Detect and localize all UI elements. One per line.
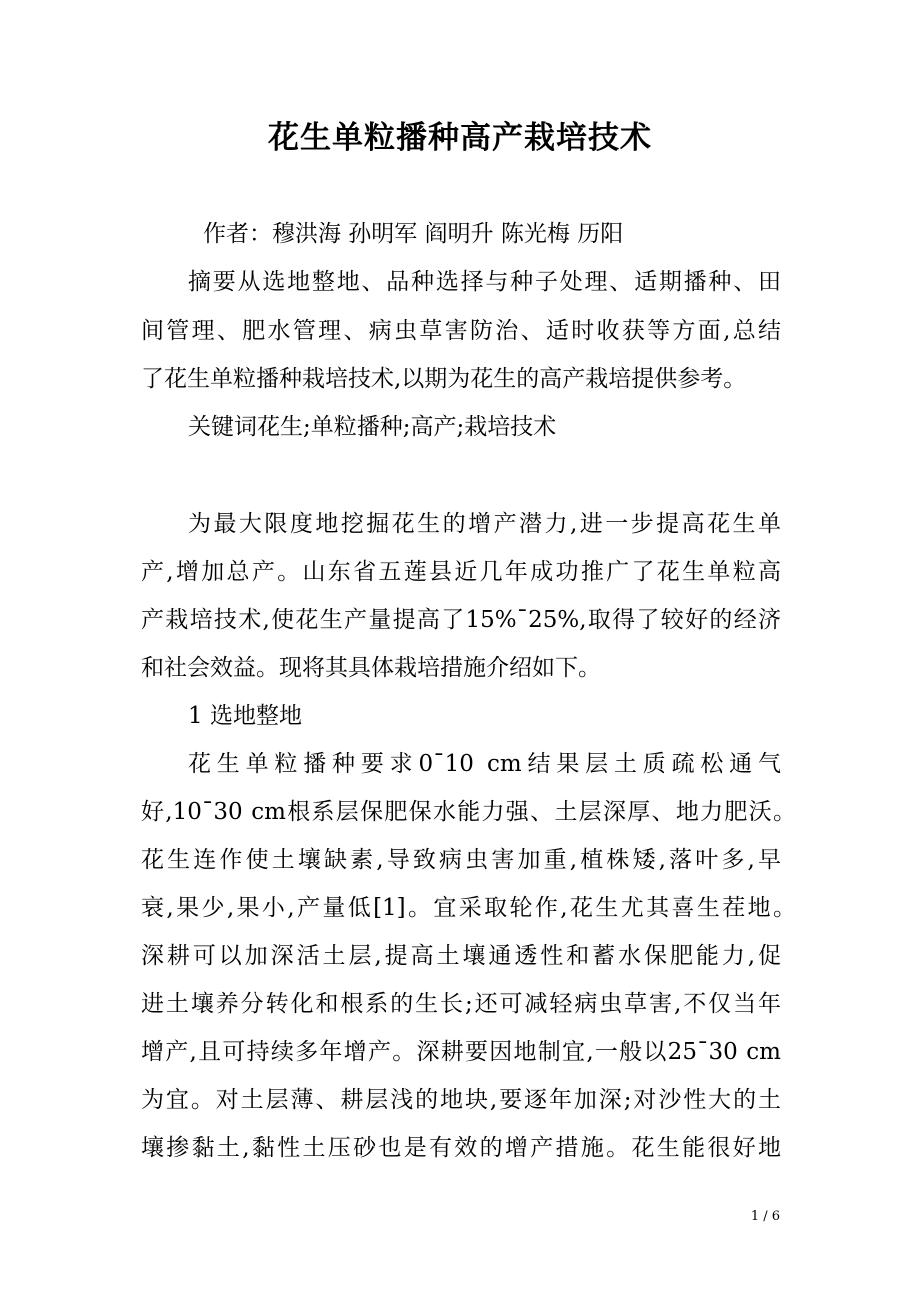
abstract-line-2: 间管理、肥水管理、病虫草害防治、适时收获等方面,总结	[141, 318, 781, 344]
section1-line-9: 壤掺黏土,黏性土压砂也是有效的增产措施。花生能很好地	[141, 1135, 781, 1161]
document-title: 花生单粒播种高产栽培技术	[268, 120, 652, 156]
intro-line-2: 产,增加总产。山东省五莲县近几年成功推广了花生单粒高	[141, 559, 781, 585]
section1-line-7: 增产,且可持续多年增产。深耕要因地制宜,一般以25¯30 cm	[141, 1039, 781, 1065]
section1-line-6: 进土壤养分转化和根系的生长;还可减轻病虫草害,不仅当年	[141, 991, 781, 1017]
intro-line-1: 为最大限度地挖掘花生的增产潜力,进一步提高花生单	[188, 511, 781, 537]
abstract-line-1: 摘要从选地整地、品种选择与种子处理、适期播种、田	[188, 269, 781, 295]
intro-line-4: 和社会效益。现将其具体栽培措施介绍如下。	[141, 655, 601, 681]
keywords-line: 关键词花生;单粒播种;高产;栽培技术	[188, 414, 557, 440]
section1-line-4: 衰,果少,果小,产量低[1]。宜采取轮作,花生尤其喜生茬地。	[141, 895, 796, 921]
section1-line-5: 深耕可以加深活土层,提高土壤通透性和蓄水保肥能力,促	[141, 943, 781, 969]
author-line: 作者：穆洪海 孙明军 阎明升 陈光梅 历阳	[203, 221, 624, 247]
section1-line-1: 花生单粒播种要求0¯10 cm结果层土质疏松通气	[188, 751, 781, 777]
intro-line-3: 产栽培技术,使花生产量提高了15%¯25%,取得了较好的经济	[141, 607, 781, 633]
page-indicator: 1 / 6	[750, 1209, 780, 1224]
section1-line-8: 为宜。对土层薄、耕层浅的地块,要逐年加深;对沙性大的土	[141, 1087, 781, 1113]
section1-line-2: 好,10¯30 cm根系层保肥保水能力强、土层深厚、地力肥沃。	[141, 799, 796, 825]
section1-line-3: 花生连作使土壤缺素,导致病虫害加重,植株矮,落叶多,早	[141, 847, 781, 873]
section-heading-1: 1 选地整地	[188, 703, 302, 729]
abstract-line-3: 了花生单粒播种栽培技术,以期为花生的高产栽培提供参考。	[141, 366, 747, 392]
